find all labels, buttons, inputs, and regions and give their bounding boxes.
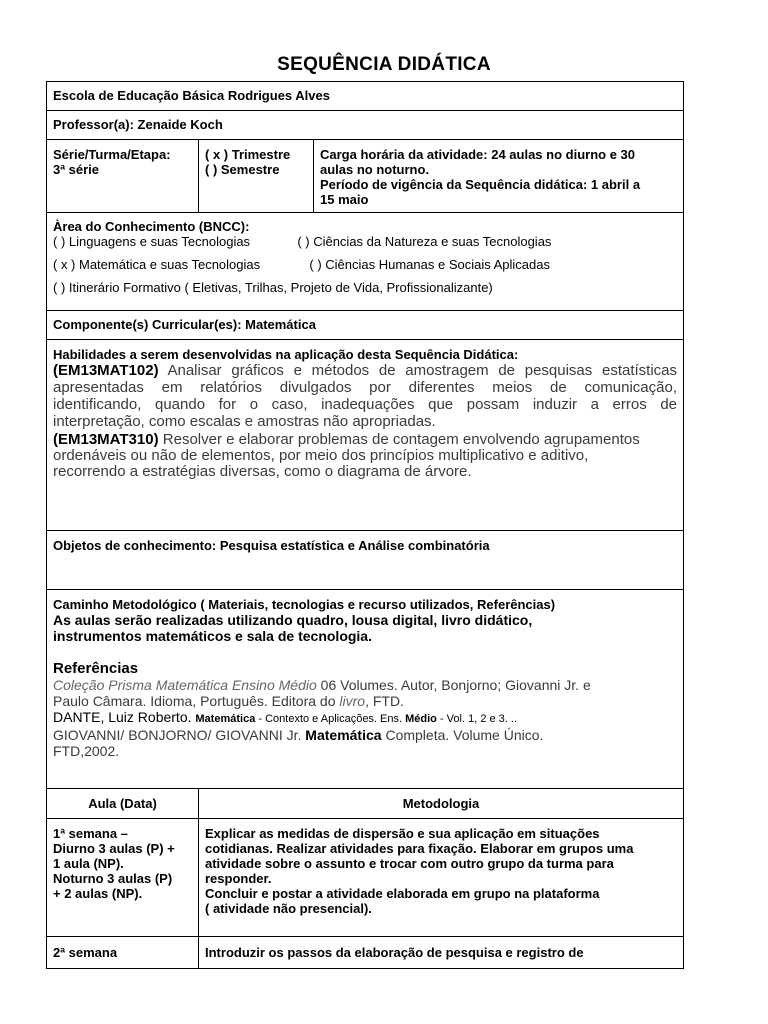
reference-4-a: GIOVANNI/ BONJORNO/ GIOVANNI Jr. (53, 727, 306, 743)
school-name: Escola de Educação Básica Rodrigues Alves (53, 88, 330, 103)
area-option-itinerario: ( ) Itinerário Formativo ( Eletivas, Trilhas, Projeto de Vida, Profissionalizante) (53, 280, 493, 295)
skill-2-line-2: ordenáveis ou não de elementos, por meio dos princípios multiplicativo e aditivo, (53, 447, 589, 464)
curricular-component: Componente(s) Curricular(es): Matemática (53, 317, 316, 332)
workload-cell (314, 140, 684, 213)
knowledge-objects: Objetos de conhecimento: Pesquisa estatística e Análise combinatória (53, 538, 490, 553)
skill-code-2: (EM13MAT310) (53, 431, 159, 448)
area-option-natureza: ( ) Ciências da Natureza e suas Tecnologias (297, 234, 552, 249)
week-1-line: + 2 aulas (NP). (53, 886, 143, 901)
week-1-cell (47, 819, 199, 937)
reference-3-b1: Matemática (195, 713, 256, 725)
skill-code-1: (EM13MAT102) (53, 362, 159, 379)
week-1-methodology-line: responder. (205, 871, 272, 886)
skills-title: Habilidades a serem desenvolvidas na aplicação desta Sequência Didática: (53, 347, 519, 362)
workload-line-2: aulas no noturno. (320, 162, 430, 177)
reference-3-d: - Vol. 1, 2 e 3. .. (436, 713, 518, 725)
skill-2-line-3: recorrendo a estratégias diversas, como o diagrama de árvore. (53, 463, 472, 480)
teacher-name: Professor(a): Zenaide Koch (53, 117, 223, 132)
week-1-methodology-line: ( atividade não presencial). (205, 901, 372, 916)
sequence-table (46, 81, 684, 969)
skill-1-line-1: Analisar gráficos e métodos de amostragem de pesquisas estatísticas (167, 362, 678, 379)
week-1-line: 1ª semana – (53, 826, 128, 841)
area-option-linguagens: ( ) Linguagens e suas Tecnologias (53, 234, 251, 249)
component-cell (47, 311, 684, 340)
reference-5: FTD,2002. (53, 743, 120, 759)
methodology-line-2: instrumentos matemáticos e sala de tecnologia. (53, 628, 372, 644)
week-1-line: Noturno 3 aulas (P) (53, 871, 173, 886)
reference-2-italic: livro (339, 693, 366, 709)
page-title: SEQUÊNCIA DIDÁTICA (277, 54, 491, 75)
reference-3-b2: Médio (405, 713, 437, 725)
teacher-cell (47, 111, 684, 140)
week-2-methodology-cell (199, 937, 684, 969)
week-1-methodology-line: atividade sobre o assunto e trocar com outro grupo da turma para (205, 856, 614, 871)
workload-line-1: Carga horária da atividade: 24 aulas no diurno e 30 (320, 147, 635, 162)
methodology-line-1: As aulas serão realizadas utilizando quadro, lousa digital, livro didático, (53, 612, 533, 628)
trimestre-option: ( x ) Trimestre (205, 147, 291, 162)
validity-line-2: 15 maio (320, 192, 369, 207)
area-option-humanas: ( ) Ciências Humanas e Sociais Aplicadas (309, 257, 550, 272)
validity-line-1: Período de vigência da Sequência didática: 1 abril a (320, 177, 641, 192)
week-2-cell (47, 937, 199, 969)
reference-4-b: Matemática (305, 727, 382, 743)
week-1-methodology-line: cotidianas. Realizar atividades para fixação. Elaborar em grupos uma (205, 841, 634, 856)
knowledge-area-title: Àrea do Conhecimento (BNCC): (53, 219, 250, 234)
methodology-path-cell (47, 590, 684, 789)
header-methodology: Metodologia (199, 789, 684, 819)
week-1-methodology-line: Concluir e postar a atividade elaborada em grupo na plataforma (205, 886, 600, 901)
week-1-line: 1 aula (NP). (53, 856, 124, 871)
reference-1-rest: 06 Volumes. Autor, Bonjorno; Giovanni Jr. e (316, 677, 591, 693)
knowledge-area-cell (47, 213, 684, 311)
week-2-label: 2ª semana (53, 945, 118, 960)
skill-2-line-1: Resolver e elaborar problemas de contagem envolvendo agrupamentos (162, 431, 640, 448)
period-type-cell (199, 140, 314, 213)
week-2-methodology-line: Introduzir os passos da elaboração de pesquisa e registro de (205, 945, 584, 960)
reference-4-c: Completa. Volume Único. (381, 727, 544, 743)
header-class-date: Aula (Data) (47, 789, 199, 819)
school-cell (47, 82, 684, 111)
grade-value: 3ª série (53, 162, 100, 177)
week-1-line: Diurno 3 aulas (P) + (53, 841, 175, 856)
reference-3-c: - Contexto e Aplicações. Ens. (255, 713, 406, 725)
reference-1-title: Coleção Prisma Matemática Ensino Médio (53, 677, 317, 693)
area-option-matematica: ( x ) Matemática e suas Tecnologias (53, 257, 261, 272)
objects-cell (47, 531, 684, 590)
skill-1-line-3: identificando, quando for o caso, inadequações que possam induzir a erros de (53, 396, 677, 413)
week-1-methodology-line: Explicar as medidas de dispersão e sua aplicação em situações (205, 826, 600, 841)
grade-cell (47, 140, 199, 213)
methodology-path-title: Caminho Metodológico ( Materiais, tecnologias e recurso utilizados, Referências) (53, 597, 556, 612)
grade-label: Série/Turma/Etapa: (53, 147, 171, 162)
semestre-option: ( ) Semestre (205, 162, 280, 177)
reference-2-a: Paulo Câmara. Idioma, Português. Editora do (53, 693, 340, 709)
skill-1-line-2: apresentadas em relatórios divulgados por diferentes meios de comunicação, (53, 379, 677, 396)
skill-1-line-4: interpretação, como escalas e amostras não apropriadas. (53, 413, 436, 430)
reference-2-b: , FTD. (365, 693, 404, 709)
reference-3-a: DANTE, Luiz Roberto. (53, 709, 196, 725)
skills-cell (47, 340, 684, 531)
week-1-methodology-cell (199, 819, 684, 937)
references-title: Referências (53, 660, 139, 677)
